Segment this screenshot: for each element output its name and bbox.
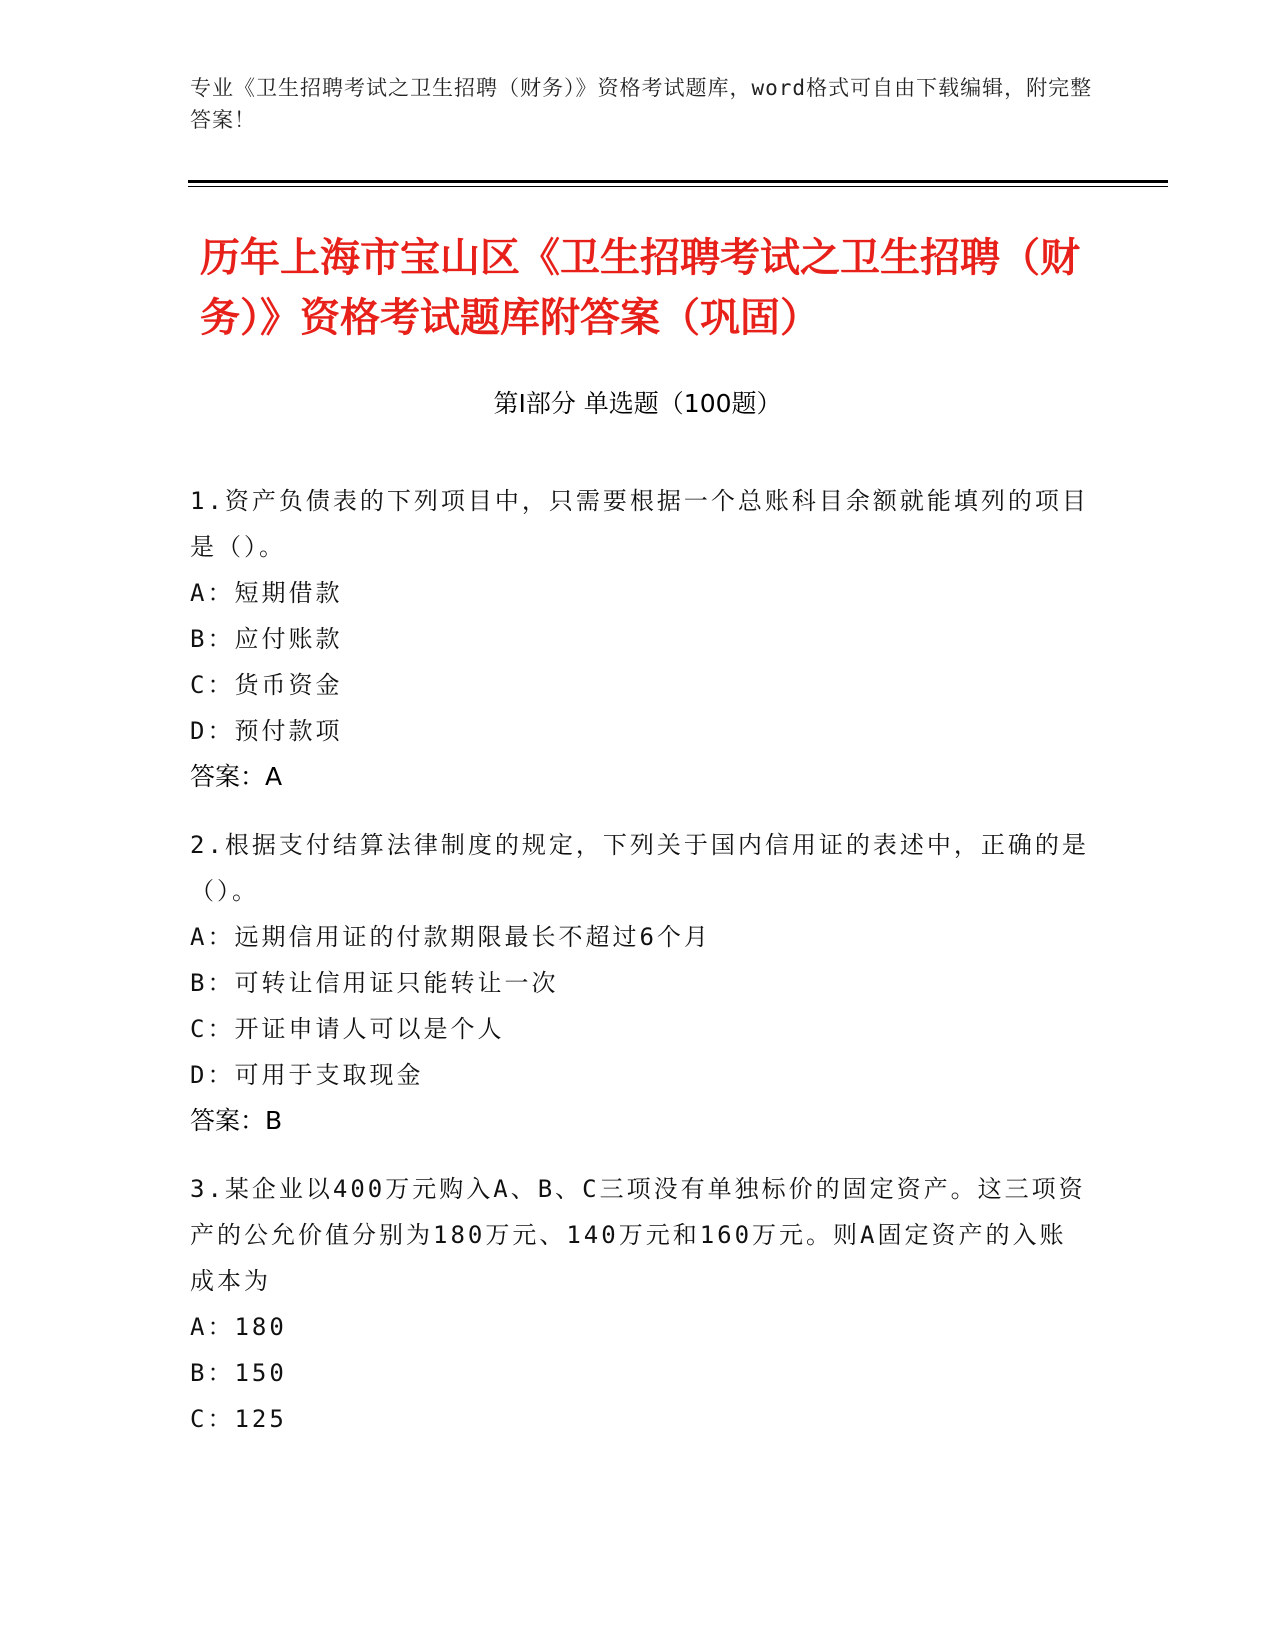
- option-a: A：远期信用证的付款期限最长不超过6个月: [190, 923, 711, 951]
- question-list: [190, 478, 1090, 1464]
- option-b: B：可转让信用证只能转让一次: [190, 969, 559, 997]
- option-b: B：150: [190, 1359, 287, 1387]
- option-c: C：125: [190, 1405, 287, 1433]
- question-stem: 2.根据支付结算法律制度的规定，下列关于国内信用证的表述中，正确的是（）。: [190, 831, 1089, 905]
- option-c: C：开证申请人可以是个人: [190, 1015, 505, 1043]
- question-3: [190, 1166, 1090, 1442]
- header-divider-thin: [188, 186, 1168, 187]
- question-stem: 3.某企业以400万元购入A、B、C三项没有单独标价的固定资产。这三项资产的公允价值分别为180万元、140万元和160万元。则A固定资产的入账成本为: [190, 1175, 1086, 1295]
- option-b: B：应付账款: [190, 625, 343, 653]
- question-stem: 1.资产负债表的下列项目中，只需要根据一个总账科目余额就能填列的项目是（）。: [190, 487, 1089, 561]
- header-note: 专业《卫生招聘考试之卫生招聘（财务）》资格考试题库，word格式可自由下载编辑，附完整答案！: [190, 76, 1093, 132]
- option-a: A：180: [190, 1313, 287, 1341]
- question-1: [190, 478, 1090, 800]
- answer: 答案：B: [190, 1106, 283, 1135]
- option-a: A：短期借款: [190, 579, 343, 607]
- document-title: 历年上海市宝山区《卫生招聘考试之卫生招聘（财务）》资格考试题库附答案（巩固）: [200, 235, 1080, 341]
- option-d: D：预付款项: [190, 717, 343, 745]
- section-title: 第Ⅰ部分 单选题（100题）: [493, 389, 782, 418]
- question-2: [190, 822, 1090, 1144]
- answer: 答案：A: [190, 762, 283, 791]
- option-d: D：可用于支取现金: [190, 1061, 424, 1089]
- option-c: C：货币资金: [190, 671, 343, 699]
- header-divider-thick: [188, 180, 1168, 183]
